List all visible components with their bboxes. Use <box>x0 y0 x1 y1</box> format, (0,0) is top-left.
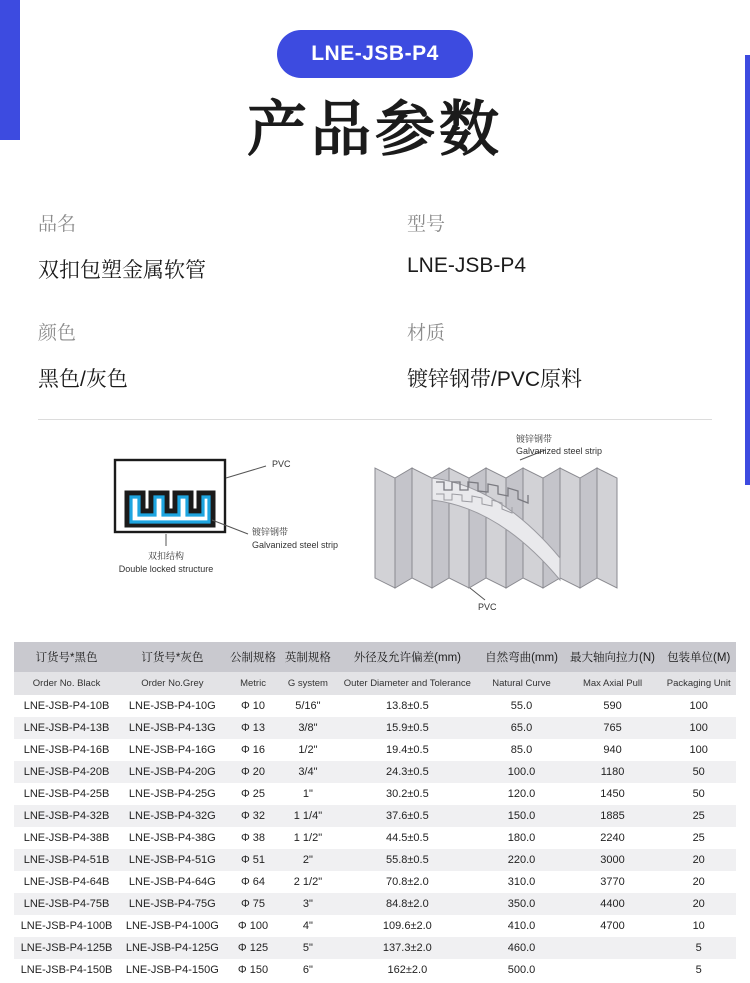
decor-bar-right <box>745 55 750 485</box>
spec-cell-model <box>375 209 712 284</box>
col-subheader-max-axial-pull: Max Axial Pull <box>564 672 662 695</box>
label-steel-strip-cn-left: 镀锌钢带 <box>252 527 289 538</box>
table-cell: 220.0 <box>507 854 536 867</box>
table-cell: 350.0 <box>507 898 536 911</box>
table-cell: 55.8±0.5 <box>385 854 429 867</box>
table-cell: 940 <box>603 744 622 757</box>
table-cell: LNE-JSB-P4-20G <box>128 766 216 779</box>
col-subheader-outer-diameter: Outer Diameter and Tolerance <box>335 672 479 695</box>
table-row <box>14 827 736 849</box>
table-cell: LNE-JSB-P4-64B <box>23 876 110 889</box>
diagram-svg <box>0 438 750 628</box>
table-cell: 1885 <box>600 810 625 823</box>
table-row <box>14 871 736 893</box>
table-cell: Φ 75 <box>240 898 266 911</box>
table-body <box>14 695 736 981</box>
table-cell: 50 <box>692 766 705 779</box>
table-cell: 85.0 <box>510 744 533 757</box>
label-steel-strip-en-left: Galvanized steel strip <box>252 540 339 551</box>
table-cell: 37.6±0.5 <box>385 810 429 823</box>
table-row <box>14 761 736 783</box>
table-cell: Φ 16 <box>240 744 266 757</box>
label-structure-cn: 双扣结构 <box>147 551 184 562</box>
table-head <box>14 642 736 695</box>
table-cell: 100 <box>689 744 708 757</box>
table-cell: LNE-JSB-P4-25G <box>128 788 216 801</box>
table-row <box>14 695 736 717</box>
table-row <box>14 893 736 915</box>
table-cell: 2" <box>302 854 313 867</box>
table-cell: 4400 <box>600 898 625 911</box>
spec-cell-color <box>38 318 375 393</box>
table-row <box>14 805 736 827</box>
table-cell: 460.0 <box>507 942 536 955</box>
table-header-row-en <box>14 672 736 695</box>
table-cell: LNE-JSB-P4-13G <box>128 722 216 735</box>
table-cell <box>564 959 662 981</box>
table-row <box>14 849 736 871</box>
table-cell: LNE-JSB-P4-38G <box>128 832 216 845</box>
table-cell: LNE-JSB-P4-75B <box>23 898 110 911</box>
table-cell: 410.0 <box>507 920 536 933</box>
table-cell: LNE-JSB-P4-10B <box>23 700 110 713</box>
table-cell: LNE-JSB-P4-125B <box>20 942 113 955</box>
table-cell: Φ 64 <box>240 876 266 889</box>
col-header-metric: 公制规格 <box>226 642 281 672</box>
table-cell: 15.9±0.5 <box>385 722 429 735</box>
spec-label: 品名 <box>38 214 77 236</box>
table-cell: 10 <box>692 920 705 933</box>
col-subheader-natural-curve: Natural Curve <box>479 672 563 695</box>
table-cell: 50 <box>692 788 705 801</box>
table-cell: 20 <box>692 898 705 911</box>
table-cell: 310.0 <box>507 876 536 889</box>
table-cell: 65.0 <box>510 722 533 735</box>
table-cell: LNE-JSB-P4-25B <box>23 788 110 801</box>
spec-value: 双扣包塑金属软管 <box>38 259 206 283</box>
table-cell: 4" <box>302 920 313 933</box>
table-cell: Φ 10 <box>240 700 266 713</box>
label-structure-en: Double locked structure <box>118 564 214 575</box>
table-cell: 3000 <box>600 854 625 867</box>
col-header-outer-diameter: 外径及允许偏差(mm) <box>335 642 479 672</box>
table-cell: 100 <box>689 722 708 735</box>
table-cell: LNE-JSB-P4-13B <box>23 722 110 735</box>
table-cell: 1450 <box>600 788 625 801</box>
table-cell: 765 <box>603 722 622 735</box>
table-cell: 19.4±0.5 <box>385 744 429 757</box>
table-cell: LNE-JSB-P4-125G <box>125 942 219 955</box>
table-cell: 20 <box>692 876 705 889</box>
table-cell: LNE-JSB-P4-16B <box>23 744 110 757</box>
table-cell: LNE-JSB-P4-150G <box>125 964 219 977</box>
table-cell: 25 <box>692 810 705 823</box>
table-cell: 20 <box>692 854 705 867</box>
table-cell: LNE-JSB-P4-20B <box>23 766 110 779</box>
table-cell: LNE-JSB-P4-100G <box>125 920 219 933</box>
table-cell: 44.5±0.5 <box>385 832 429 845</box>
table-cell: Φ 13 <box>240 722 266 735</box>
label-steel-strip-cn-right: 镀锌钢带 <box>516 434 553 445</box>
table-row <box>14 959 736 981</box>
table-cell: 5 <box>695 942 702 955</box>
table-cell: 1/2" <box>298 744 318 757</box>
col-subheader-packaging-unit: Packaging Unit <box>661 672 736 695</box>
table-cell: 1 1/2" <box>293 832 323 845</box>
table-cell: 5/16" <box>295 700 321 713</box>
table-header-row-cn <box>14 642 736 672</box>
table-cell: 5" <box>302 942 313 955</box>
table-cell: 109.6±2.0 <box>382 920 432 933</box>
table-cell: LNE-JSB-P4-16G <box>128 744 216 757</box>
col-subheader-gsystem: G system <box>280 672 335 695</box>
table-cell: LNE-JSB-P4-38B <box>23 832 110 845</box>
col-subheader-order-black: Order No. Black <box>14 672 119 695</box>
spec-label: 型号 <box>407 214 446 236</box>
col-header-order-black: 订货号*黑色 <box>14 642 119 672</box>
table-cell: 150.0 <box>507 810 536 823</box>
table-cell: 6" <box>302 964 313 977</box>
table-cell: 590 <box>603 700 622 713</box>
table-cell: 100.0 <box>507 766 536 779</box>
table-row <box>14 915 736 937</box>
spec-data-table-wrap <box>14 642 736 981</box>
table-cell: 25 <box>692 832 705 845</box>
spec-cell-name <box>38 209 375 284</box>
spec-row <box>38 209 712 284</box>
table-cell: 3" <box>302 898 313 911</box>
table-cell: Φ 25 <box>240 788 266 801</box>
table-cell: LNE-JSB-P4-32G <box>128 810 216 823</box>
label-pvc-left: PVC <box>272 459 291 470</box>
table-cell: 70.8±2.0 <box>385 876 429 889</box>
table-cell: 4700 <box>600 920 625 933</box>
table-cell: Φ 125 <box>237 942 269 955</box>
decor-bar-left <box>0 0 20 140</box>
table-cell: Φ 150 <box>237 964 269 977</box>
col-subheader-metric: Metric <box>226 672 281 695</box>
spec-table <box>38 209 712 420</box>
label-pvc-right: PVC <box>478 602 497 613</box>
table-cell: LNE-JSB-P4-64G <box>128 876 216 889</box>
table-row <box>14 937 736 959</box>
table-cell: 137.3±2.0 <box>382 942 432 955</box>
table-cell: Φ 100 <box>237 920 269 933</box>
label-steel-strip-en-right: Galvanized steel strip <box>516 446 603 457</box>
spec-row <box>38 318 712 393</box>
table-cell: Φ 32 <box>240 810 266 823</box>
spec-data-table <box>14 642 736 981</box>
table-row <box>14 783 736 805</box>
table-cell: 2240 <box>600 832 625 845</box>
col-subheader-order-grey: Order No.Grey <box>119 672 225 695</box>
table-cell: 162±2.0 <box>387 964 428 977</box>
model-badge: LNE-JSB-P4 <box>277 30 473 78</box>
table-cell: Φ 51 <box>240 854 266 867</box>
table-cell: 1" <box>302 788 313 801</box>
table-cell: 100 <box>689 700 708 713</box>
table-cell: 3/8" <box>298 722 318 735</box>
table-cell: 13.8±0.5 <box>385 700 429 713</box>
table-cell: 30.2±0.5 <box>385 788 429 801</box>
spec-value: 黑色/灰色 <box>38 368 128 392</box>
page-header <box>0 0 750 163</box>
spec-label: 颜色 <box>38 323 77 345</box>
table-row <box>14 739 736 761</box>
table-cell: 3770 <box>600 876 625 889</box>
col-header-order-grey: 订货号*灰色 <box>119 642 225 672</box>
col-header-max-axial-pull: 最大轴向拉力(N) <box>564 642 662 672</box>
table-cell: 2 1/2" <box>293 876 323 889</box>
table-cell: 120.0 <box>507 788 536 801</box>
table-cell: LNE-JSB-P4-150B <box>20 964 113 977</box>
spec-value: LNE-JSB-P4 <box>407 254 527 278</box>
table-cell: 3/4" <box>298 766 318 779</box>
table-cell: LNE-JSB-P4-51G <box>128 854 216 867</box>
page-title: 产品参数 <box>247 96 503 163</box>
table-row <box>14 717 736 739</box>
table-cell: 1180 <box>600 766 625 779</box>
col-header-natural-curve: 自然弯曲(mm) <box>479 642 563 672</box>
table-cell: 180.0 <box>507 832 536 845</box>
table-cell: Φ 20 <box>240 766 266 779</box>
table-cell: LNE-JSB-P4-100B <box>20 920 113 933</box>
table-cell: 84.8±2.0 <box>385 898 429 911</box>
table-cell: LNE-JSB-P4-32B <box>23 810 110 823</box>
table-cell: Φ 38 <box>240 832 266 845</box>
table-cell: 55.0 <box>510 700 533 713</box>
product-diagram <box>0 434 750 628</box>
table-cell: LNE-JSB-P4-75G <box>128 898 216 911</box>
spec-label: 材质 <box>407 323 446 345</box>
table-cell: 1 1/4" <box>293 810 323 823</box>
spec-value: 镀锌钢带/PVC原料 <box>407 368 583 392</box>
table-cell: 5 <box>695 964 702 977</box>
spec-cell-material <box>375 318 712 393</box>
table-cell: 24.3±0.5 <box>385 766 429 779</box>
col-header-packaging-unit: 包装单位(M) <box>661 642 736 672</box>
table-cell <box>564 937 662 959</box>
table-cell: LNE-JSB-P4-51B <box>23 854 110 867</box>
table-cell: LNE-JSB-P4-10G <box>128 700 216 713</box>
col-header-gsystem: 英制规格 <box>280 642 335 672</box>
table-cell: 500.0 <box>507 964 536 977</box>
